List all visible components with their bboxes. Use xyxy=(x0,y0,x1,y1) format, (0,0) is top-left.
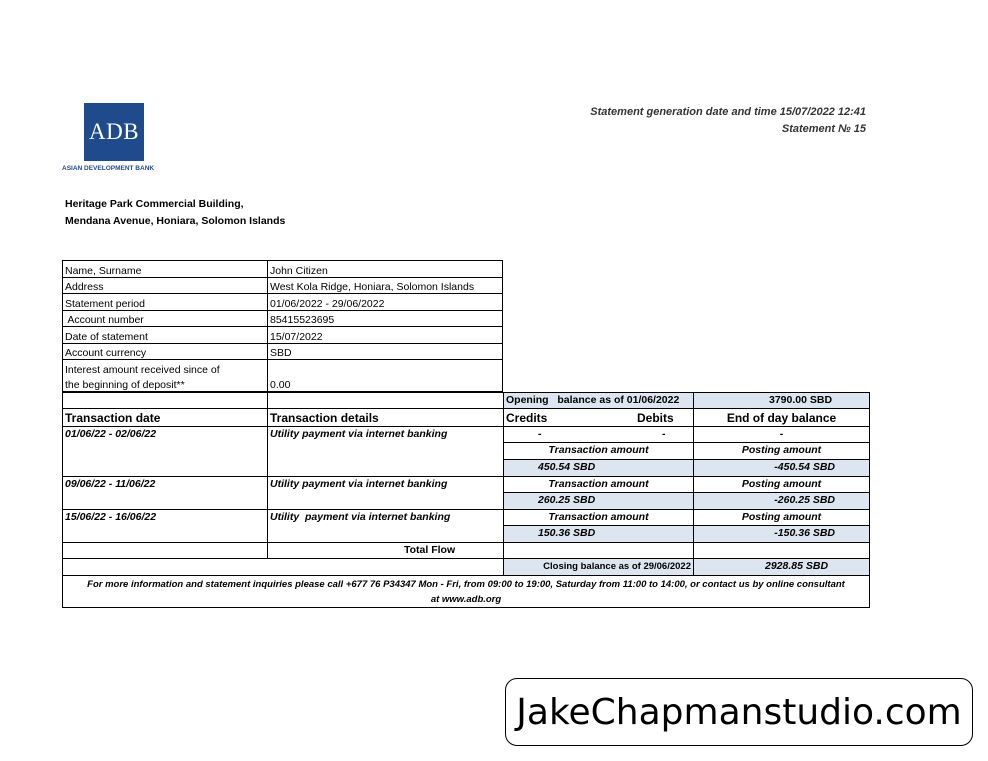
tx-amount-value: 150.36 SBD xyxy=(503,525,694,543)
tx-date: 01/06/22 - 02/06/22 xyxy=(62,426,268,477)
statement-number: Statement № 15 xyxy=(781,123,866,135)
footer-line-1: For more information and statement inquiries please call +677 76 P34347 Mon - Fri, from 09:00 to 19:00, Saturday from 11:00 to 14:00, or contact us by online consultant xyxy=(87,579,845,590)
info-value: 15/07/2022 xyxy=(268,327,503,344)
tx-amount-label: Transaction amount xyxy=(503,442,694,460)
total-flow-blank xyxy=(503,542,694,559)
credits-dash: - xyxy=(538,428,542,440)
opening-balance-label: Opening balance as of 01/06/2022 xyxy=(503,392,694,409)
logo-text: ADB xyxy=(88,119,140,144)
tx-details: Utility payment via internet banking xyxy=(267,476,504,510)
info-label: Name, Surname xyxy=(63,261,268,278)
tx-details: Utility payment via internet banking xyxy=(267,509,504,543)
tx-amount-label: Transaction amount xyxy=(503,509,694,526)
info-label: Address xyxy=(63,277,268,294)
info-row xyxy=(63,376,503,392)
info-row xyxy=(63,261,503,278)
info-row xyxy=(63,343,503,360)
info-label: Date of statement xyxy=(63,327,268,344)
tx-details: Utility payment via internet banking xyxy=(267,426,504,477)
info-row xyxy=(63,294,503,311)
info-row xyxy=(63,277,503,294)
tx-amount-value: 450.54 SBD xyxy=(503,459,694,477)
header-credits-debits xyxy=(503,408,694,427)
generation-date: Statement generation date and time 15/07/2022 12:41 xyxy=(590,106,866,118)
footer-line-2: at www.adb.org xyxy=(430,594,502,605)
header-transaction-date: Transaction date xyxy=(62,408,268,427)
closing-blank xyxy=(62,558,504,576)
info-row xyxy=(63,327,503,344)
posting-amount-label: Posting amount xyxy=(693,476,870,493)
tx-date: 09/06/22 - 11/06/22 xyxy=(62,476,268,510)
info-label: Statement period xyxy=(63,294,268,311)
address-line-2: Mendana Avenue, Honiara, Solomon Islands xyxy=(65,215,286,227)
info-label: Interest amount received since of xyxy=(63,360,268,376)
posting-amount-value: -260.25 SBD xyxy=(693,492,870,510)
posting-amount-value: -150.36 SBD xyxy=(693,525,870,543)
eod-dash: - xyxy=(693,426,870,443)
opening-blank-cell xyxy=(267,392,504,409)
header-credits: Credits xyxy=(506,411,548,425)
statement-footer xyxy=(62,575,870,608)
header-eod-balance: End of day balance xyxy=(693,408,870,427)
bank-address xyxy=(65,196,285,230)
total-flow-blank xyxy=(62,542,268,559)
posting-amount-value: -450.54 SBD xyxy=(693,459,870,477)
header-transaction-details: Transaction details xyxy=(267,408,504,427)
info-value: 0.00 xyxy=(268,376,503,392)
total-flow-blank xyxy=(693,542,870,559)
posting-amount-label: Posting amount xyxy=(693,442,870,460)
info-value: John Citizen xyxy=(268,261,503,278)
info-row xyxy=(63,360,503,376)
info-row xyxy=(63,310,503,327)
address-line-1: Heritage Park Commercial Building, xyxy=(65,198,244,210)
info-value: 85415523695 xyxy=(268,310,503,327)
watermark: JakeChapmanstudio.com xyxy=(505,678,973,746)
opening-balance-value: 3790.00 SBD xyxy=(693,392,870,409)
header-debits: Debits xyxy=(637,411,674,425)
info-value: 01/06/2022 - 29/06/2022 xyxy=(268,294,503,311)
bank-logo xyxy=(84,103,144,161)
total-flow-label: Total Flow xyxy=(267,542,504,559)
closing-balance-label: Closing balance as of 29/06/2022 xyxy=(503,558,694,576)
tx-amount-label: Transaction amount xyxy=(503,476,694,493)
tx-amount-value: 260.25 SBD xyxy=(503,492,694,510)
info-value: SBD xyxy=(268,343,503,360)
info-value xyxy=(268,360,503,376)
opening-blank-cell xyxy=(62,392,268,409)
bank-name: ASIAN DEVELOPMENT BANK xyxy=(62,165,155,172)
info-label: Account number xyxy=(63,310,268,327)
tx-dash-row xyxy=(503,426,694,443)
debits-dash: - xyxy=(662,428,666,440)
info-value: West Kola Ridge, Honiara, Solomon Islands xyxy=(268,277,503,294)
posting-amount-label: Posting amount xyxy=(693,509,870,526)
tx-date: 15/06/22 - 16/06/22 xyxy=(62,509,268,543)
info-label: Account currency xyxy=(63,343,268,360)
statement-meta xyxy=(590,104,866,138)
info-label: the beginning of deposit** xyxy=(63,376,268,392)
closing-balance-value: 2928.85 SBD xyxy=(693,558,870,576)
customer-info-table xyxy=(62,260,503,392)
